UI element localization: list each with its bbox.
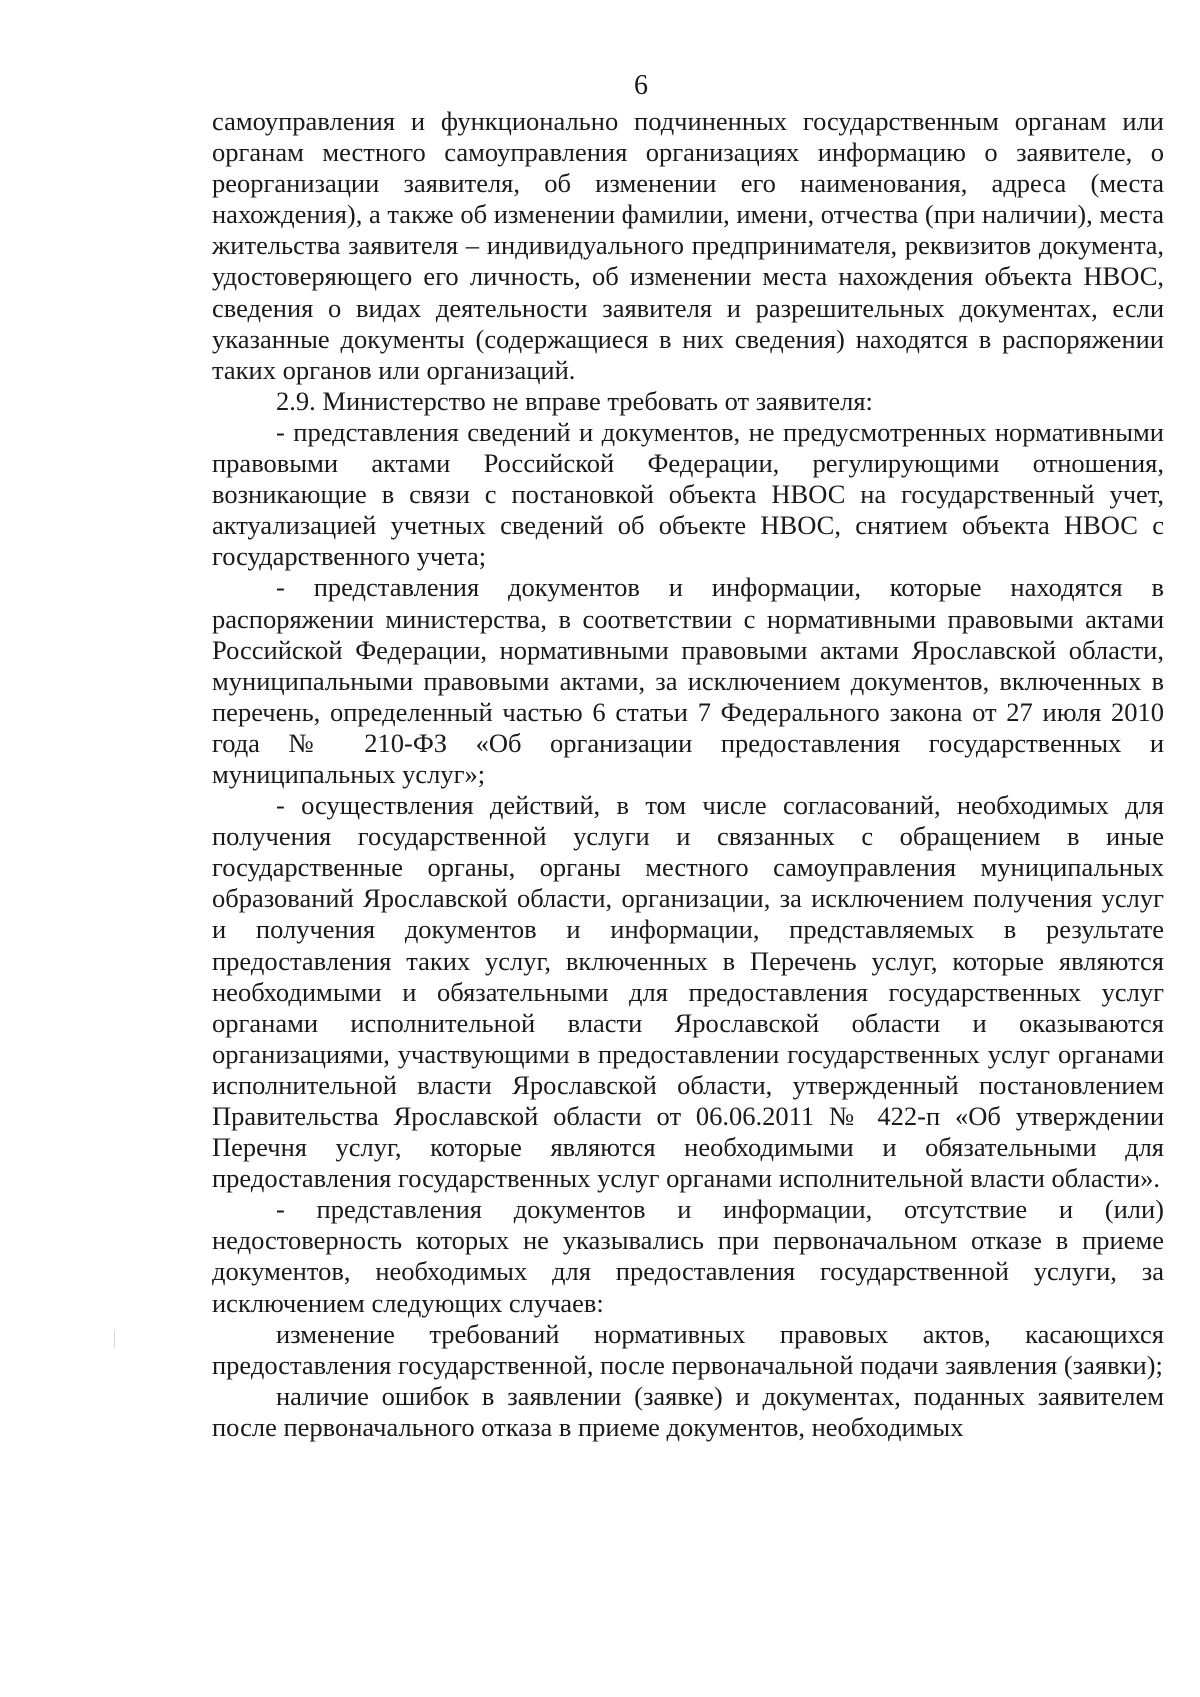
paragraph-exception-1: изменение требований нормативных правовых актов, касающихся предоставления государственной, после первоначальной подачи заявления (заявки); xyxy=(212,1318,1164,1380)
page-number: 6 xyxy=(634,70,648,101)
paragraph-list-item-1: - представления сведений и документов, не предусмотренных нормативными правовыми актами Российской Федерации, регулирующими отношения, возникающие в связи с постановкой объекта НВОС на государственный учет, актуализацией учетных сведений об объекте НВОС, снятием объекта НВОС с государственного учета; xyxy=(212,416,1164,572)
scan-artifact-mark xyxy=(114,1330,115,1348)
document-body xyxy=(212,106,1164,1443)
paragraph-list-item-4: - представления документов и информации, отсутствие и (или) недостоверность которых не указывались при первоначальном отказе в приеме документов, необходимых для предоставления государственной услуги, за исключением следующих случаев: xyxy=(212,1194,1164,1318)
paragraph-exception-2: наличие ошибок в заявлении (заявке) и документах, поданных заявителем после первоначального отказа в приеме документов, необходимых xyxy=(212,1380,1164,1442)
paragraph-section-2-9: 2.9. Министерство не вправе требовать от заявителя: xyxy=(276,385,873,416)
paragraph-continuation: самоуправления и функционально подчиненных государственным органам или органам местного самоуправления организациях информацию о заявителе, о реорганизации заявителя, об изменении его наименования, адреса (места нахождения), а также об изменении фамилии, имени, отчества (при наличии), места жительства заявителя – индивидуального предпринимателя, реквизитов документа, удостоверяющего его личность, об изменении места нахождения объекта НВОС, сведения о видах деятельности заявителя и разрешительных документах, если указанные документы (содержащиеся в них сведения) находятся в распоряжении таких органов или организаций. xyxy=(212,106,1164,385)
paragraph-list-item-2: - представления документов и информации, которые находятся в распоряжении министерства, в соответствии с нормативными правовыми актами Российской Федерации, нормативными правовыми актами Ярославской области, муниципальными правовыми актами, за исключением документов, включенных в перечень, определенный частью 6 статьи 7 Федерального закона от 27 июля 2010 года № 210-ФЗ «Об организации предоставления государственных и муниципальных услуг»; xyxy=(212,572,1164,789)
paragraph-list-item-3: - осуществления действий, в том числе согласований, необходимых для получения государственной услуги и связанных с обращением в иные государственные органы, органы местного самоуправления муниципальных образований Ярославской области, организации, за исключением получения услуг и получения документов и информации, представляемых в результате предоставления таких услуг, включенных в Перечень услуг, которые являются необходимыми и обязательными для предоставления государственных услуг органами исполнительной власти Ярославской области и оказываются организациями, участвующими в предоставлении государственных услуг органами исполнительной власти Ярославской области, утвержденный постановлением Правительства Ярославской области от 06.06.2011 № 422-п «Об утверждении Перечня услуг, которые являются необходимыми и обязательными для предоставления государственных услуг органами исполнительной власти области». xyxy=(212,790,1164,1194)
